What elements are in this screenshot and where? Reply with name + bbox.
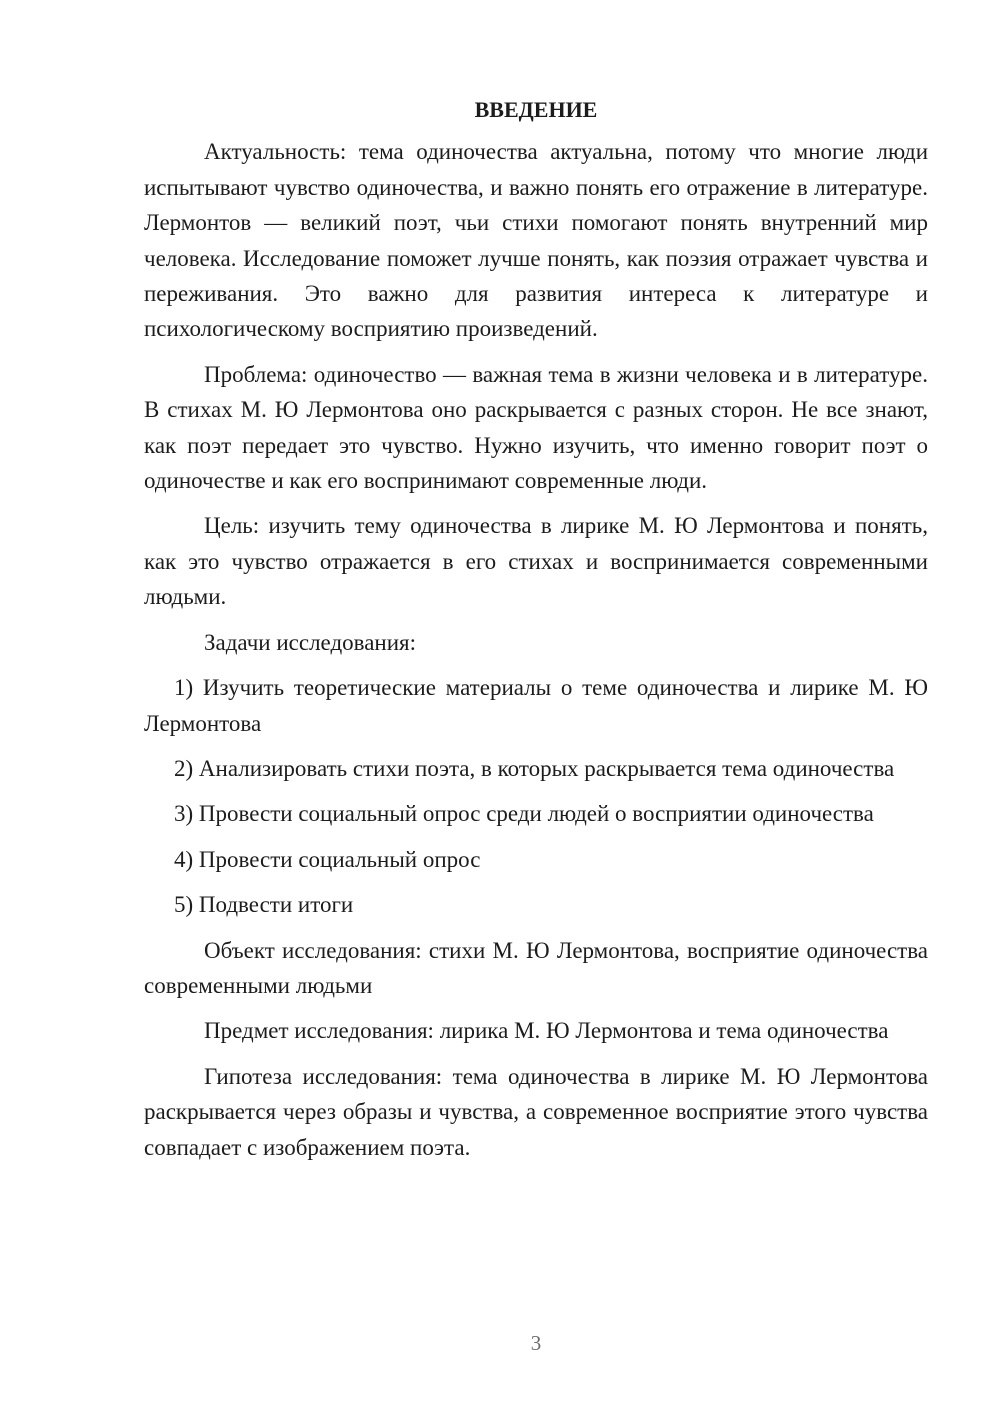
task-item-4: 4) Провести социальный опрос xyxy=(174,846,481,872)
page-number: 3 xyxy=(530,1331,542,1355)
page-heading: ВВЕДЕНИЕ xyxy=(474,97,598,122)
paragraph-object: Объект исследования: стихи М. Ю Лермонтова, восприятие одиночества современными людьми xyxy=(144,937,928,998)
task-item-2: 2) Анализировать стихи поэта, в которых раскрывается тема одиночества xyxy=(174,755,895,781)
paragraph-hypothesis: Гипотеза исследования: тема одиночества в лирике М. Ю Лермонтова раскрывается через образы и чувства, а современное восприятие этого чувства совпадает с изображением поэта. xyxy=(144,1063,928,1160)
paragraph-subject: Предмет исследования: лирика М. Ю Лермонтова и тема одиночества xyxy=(204,1018,889,1044)
paragraph-problem: Проблема: одиночество — важная тема в жизни человека и в литературе. В стихах М. Ю Лермонтова оно раскрывается с разных сторон. Не все знают, как поэт передает это чувство. Нужно изучить, что именно говорит поэт о одиночестве и как его воспринимают современные люди. xyxy=(144,361,928,494)
task-item-3: 3) Провести социальный опрос среди людей о восприятии одиночества xyxy=(174,801,874,827)
task-item-5: 5) Подвести итоги xyxy=(174,892,354,918)
paragraph-relevance: Актуальность: тема одиночества актуальна, потому что многие люди испытывают чувство одиночества, и важно понять его отражение в литературе. Лермонтов — великий поэт, чьи стихи помогают понять внутренний мир человека. Исследование поможет лучше понять, как поэзия отражает чувства и переживания. Это важно для развития интереса к литературе и психологическому восприятию произведений. xyxy=(144,139,928,342)
tasks-title: Задачи исследования: xyxy=(204,629,417,655)
task-item-1: 1) Изучить теоретические материалы о теме одиночества и лирике М. Ю Лермонтова xyxy=(144,675,928,736)
page-content xyxy=(144,92,928,1175)
paragraph-goal: Цель: изучить тему одиночества в лирике М. Ю Лермонтова и понять, как это чувство отражается в его стихах и воспринимается современными людьми. xyxy=(144,513,928,610)
